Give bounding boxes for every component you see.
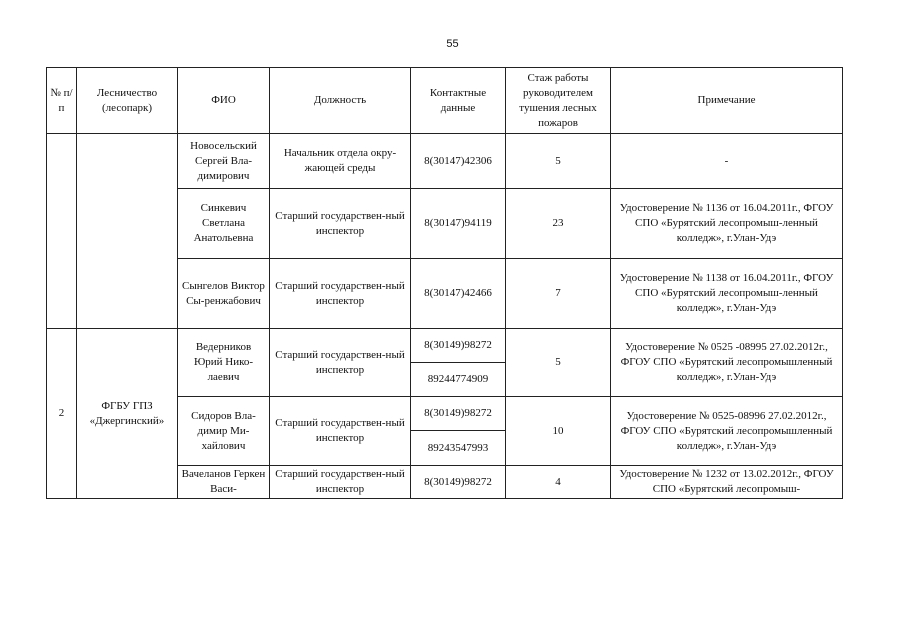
position-cell: Старший государствен-ный инспектор xyxy=(270,329,411,397)
position-cell: Старший государствен-ный инспектор xyxy=(270,397,411,466)
experience-cell: 23 xyxy=(506,189,611,259)
contact-cell: 89243547993 xyxy=(411,431,506,466)
position-cell: Начальник отдела окру-жающей среды xyxy=(270,134,411,189)
group2-forestry-cell: ФГБУ ГПЗ «Джергинский» xyxy=(77,329,178,499)
group2-num-cell: 2 xyxy=(47,329,77,499)
position-cell xyxy=(270,466,411,499)
header-num: № п/п xyxy=(47,68,77,134)
fio-cell xyxy=(178,466,270,499)
experience-cell: 5 xyxy=(506,134,611,189)
table-row xyxy=(47,134,843,189)
note-cell xyxy=(611,466,843,499)
note-cell: Удостоверение № 0525 -08995 27.02.2012г., ФГОУ СПО «Бурятский лесопромышленный колледж», г.Улан-Удэ xyxy=(611,329,843,397)
position-text: Старший государствен-ный инспектор xyxy=(275,468,405,495)
position-cell: Старший государствен-ный инспектор xyxy=(270,189,411,259)
experience-cell: 10 xyxy=(506,397,611,466)
header-forestry: Лесничество (лесопарк) xyxy=(77,68,178,134)
contact-cell: 8(30147)42306 xyxy=(411,134,506,189)
contact-cell: 8(30149)98272 xyxy=(411,466,506,499)
header-note: Примечание xyxy=(611,68,843,134)
header-fio: ФИО xyxy=(178,68,270,134)
contact-cell: 8(30149)98272 xyxy=(411,329,506,363)
experience-cell: 5 xyxy=(506,329,611,397)
contact-cell: 89244774909 xyxy=(411,363,506,397)
note-cell: Удостоверение № 1136 от 16.04.2011г., ФГОУ СПО «Бурятский лесопромыш-ленный колледж», г.Улан-Удэ xyxy=(611,189,843,259)
contact-cell: 8(30147)94119 xyxy=(411,189,506,259)
contact-cell: 8(30147)42466 xyxy=(411,259,506,329)
contact-cell: 8(30149)98272 xyxy=(411,397,506,431)
fio-cell: Новосельский Сергей Вла-димирович xyxy=(178,134,270,189)
note-cell: - xyxy=(611,134,843,189)
note-cell: Удостоверение № 0525-08996 27.02.2012г., ФГОУ СПО «Бурятский лесопромышленный колледж», г.Улан-Удэ xyxy=(611,397,843,466)
fio-cell: Ведерников Юрий Нико-лаевич xyxy=(178,329,270,397)
experience-cell: 4 xyxy=(506,466,611,499)
header-row xyxy=(47,68,843,134)
experience-cell: 7 xyxy=(506,259,611,329)
page-number: 55 xyxy=(446,38,459,50)
note-text: Удостоверение № 1232 от 13.02.2012г., ФГОУ СПО «Бурятский лесопромыш- xyxy=(619,468,834,495)
fio-cell: Синкевич Светлана Анатольевна xyxy=(178,189,270,259)
table-row xyxy=(47,329,843,363)
header-experience: Стаж работы руководителем тушения лесных пожаров xyxy=(506,68,611,134)
position-cell: Старший государствен-ный инспектор xyxy=(270,259,411,329)
fio-text: Вачеланов Геркен Васи- xyxy=(181,468,266,495)
header-position: Должность xyxy=(270,68,411,134)
group1-forestry-cell xyxy=(77,134,178,329)
fio-cell: Сидоров Вла-димир Ми-хайлович xyxy=(178,397,270,466)
note-cell: Удостоверение № 1138 от 16.04.2011г., ФГОУ СПО «Бурятский лесопромыш-ленный колледж», г.Улан-Удэ xyxy=(611,259,843,329)
fio-cell: Сынгелов Виктор Сы-ренжабович xyxy=(178,259,270,329)
header-contacts: Контактные данные xyxy=(411,68,506,134)
group1-num-cell xyxy=(47,134,77,329)
staff-table xyxy=(46,67,843,499)
